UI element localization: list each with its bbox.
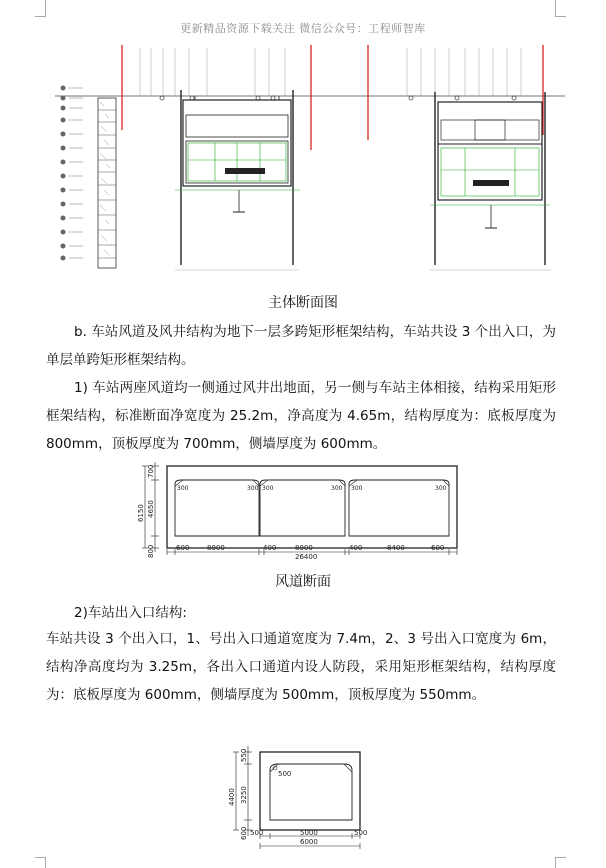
dim-bottom: 8400 — [387, 544, 405, 552]
dim-bottom: 600 — [431, 544, 445, 552]
air-duct-section-drawing — [135, 460, 465, 560]
dim-bottom: 8000 — [207, 544, 225, 552]
dim-total: 6000 — [300, 838, 318, 846]
svg-text:300: 300 — [262, 485, 274, 492]
svg-text:300: 300 — [435, 485, 447, 492]
dim-bottom: 500 — [354, 829, 368, 837]
dim-left-700: 700 — [147, 464, 155, 478]
paragraph-2: 车站共设 3 个出入口，1、号出入口通道宽度为 7.4m，2、3 号出入口宽度为 6m，结构净高度均为 3.25m，各出入口通道内设人防段，采用矩形框架结构，结构厚度为：底板厚度为 600mm，侧墙厚度为 500mm，顶板厚度为 550mm。 — [46, 631, 556, 703]
crop-mark — [35, 857, 46, 868]
dim-left-total: 6150 — [137, 504, 145, 522]
dim-left: 600 — [240, 826, 248, 840]
dim-bottom: 400 — [263, 544, 277, 552]
dim-left-800: 800 — [147, 544, 155, 558]
crop-mark — [35, 0, 46, 17]
crop-mark — [555, 857, 566, 868]
entrance-section-drawing — [220, 740, 390, 868]
dim-left-total: 4400 — [228, 788, 236, 806]
dim-total: 26400 — [295, 553, 318, 560]
corner-label: 500 — [278, 770, 292, 778]
crop-mark — [555, 0, 566, 17]
dim-bottom: 8000 — [295, 544, 313, 552]
dim-left: 3250 — [240, 786, 248, 804]
svg-text:300: 300 — [177, 485, 189, 492]
figure-caption: 主体断面图 — [268, 295, 338, 311]
dim-bottom: 500 — [250, 829, 264, 837]
dim-bottom: 400 — [349, 544, 363, 552]
paragraph-b: b. 车站风道及风井结构为地下一层多跨矩形框架结构，车站共设 3 个出入口，为单层单跨矩形框架结构。 — [46, 324, 556, 368]
paragraph-1: 1) 车站两座风道均一侧通过风井出地面，另一侧与车站主体相接，结构采用矩形框架结构，标准断面净宽度为 25.2m，净高度为 4.65m，结构厚度为：底板厚度为 800mm，顶板厚度为 700mm，侧墙厚度为 600mm。 — [46, 380, 556, 452]
paragraph-2-heading: 2)车站出入口结构: — [74, 605, 187, 621]
figure-caption: 风道断面 — [275, 574, 331, 590]
svg-text:300: 300 — [351, 485, 363, 492]
svg-text:300: 300 — [247, 485, 259, 492]
svg-text:300: 300 — [331, 485, 343, 492]
page-header: 更新精品资源下载关注 微信公众号：工程师智库 — [180, 22, 426, 35]
dim-left-4650: 4650 — [147, 500, 155, 518]
dim-left: 550 — [240, 748, 248, 762]
dim-bottom: 600 — [176, 544, 190, 552]
main-section-drawing — [55, 40, 565, 275]
dim-bottom: 5000 — [300, 829, 318, 837]
